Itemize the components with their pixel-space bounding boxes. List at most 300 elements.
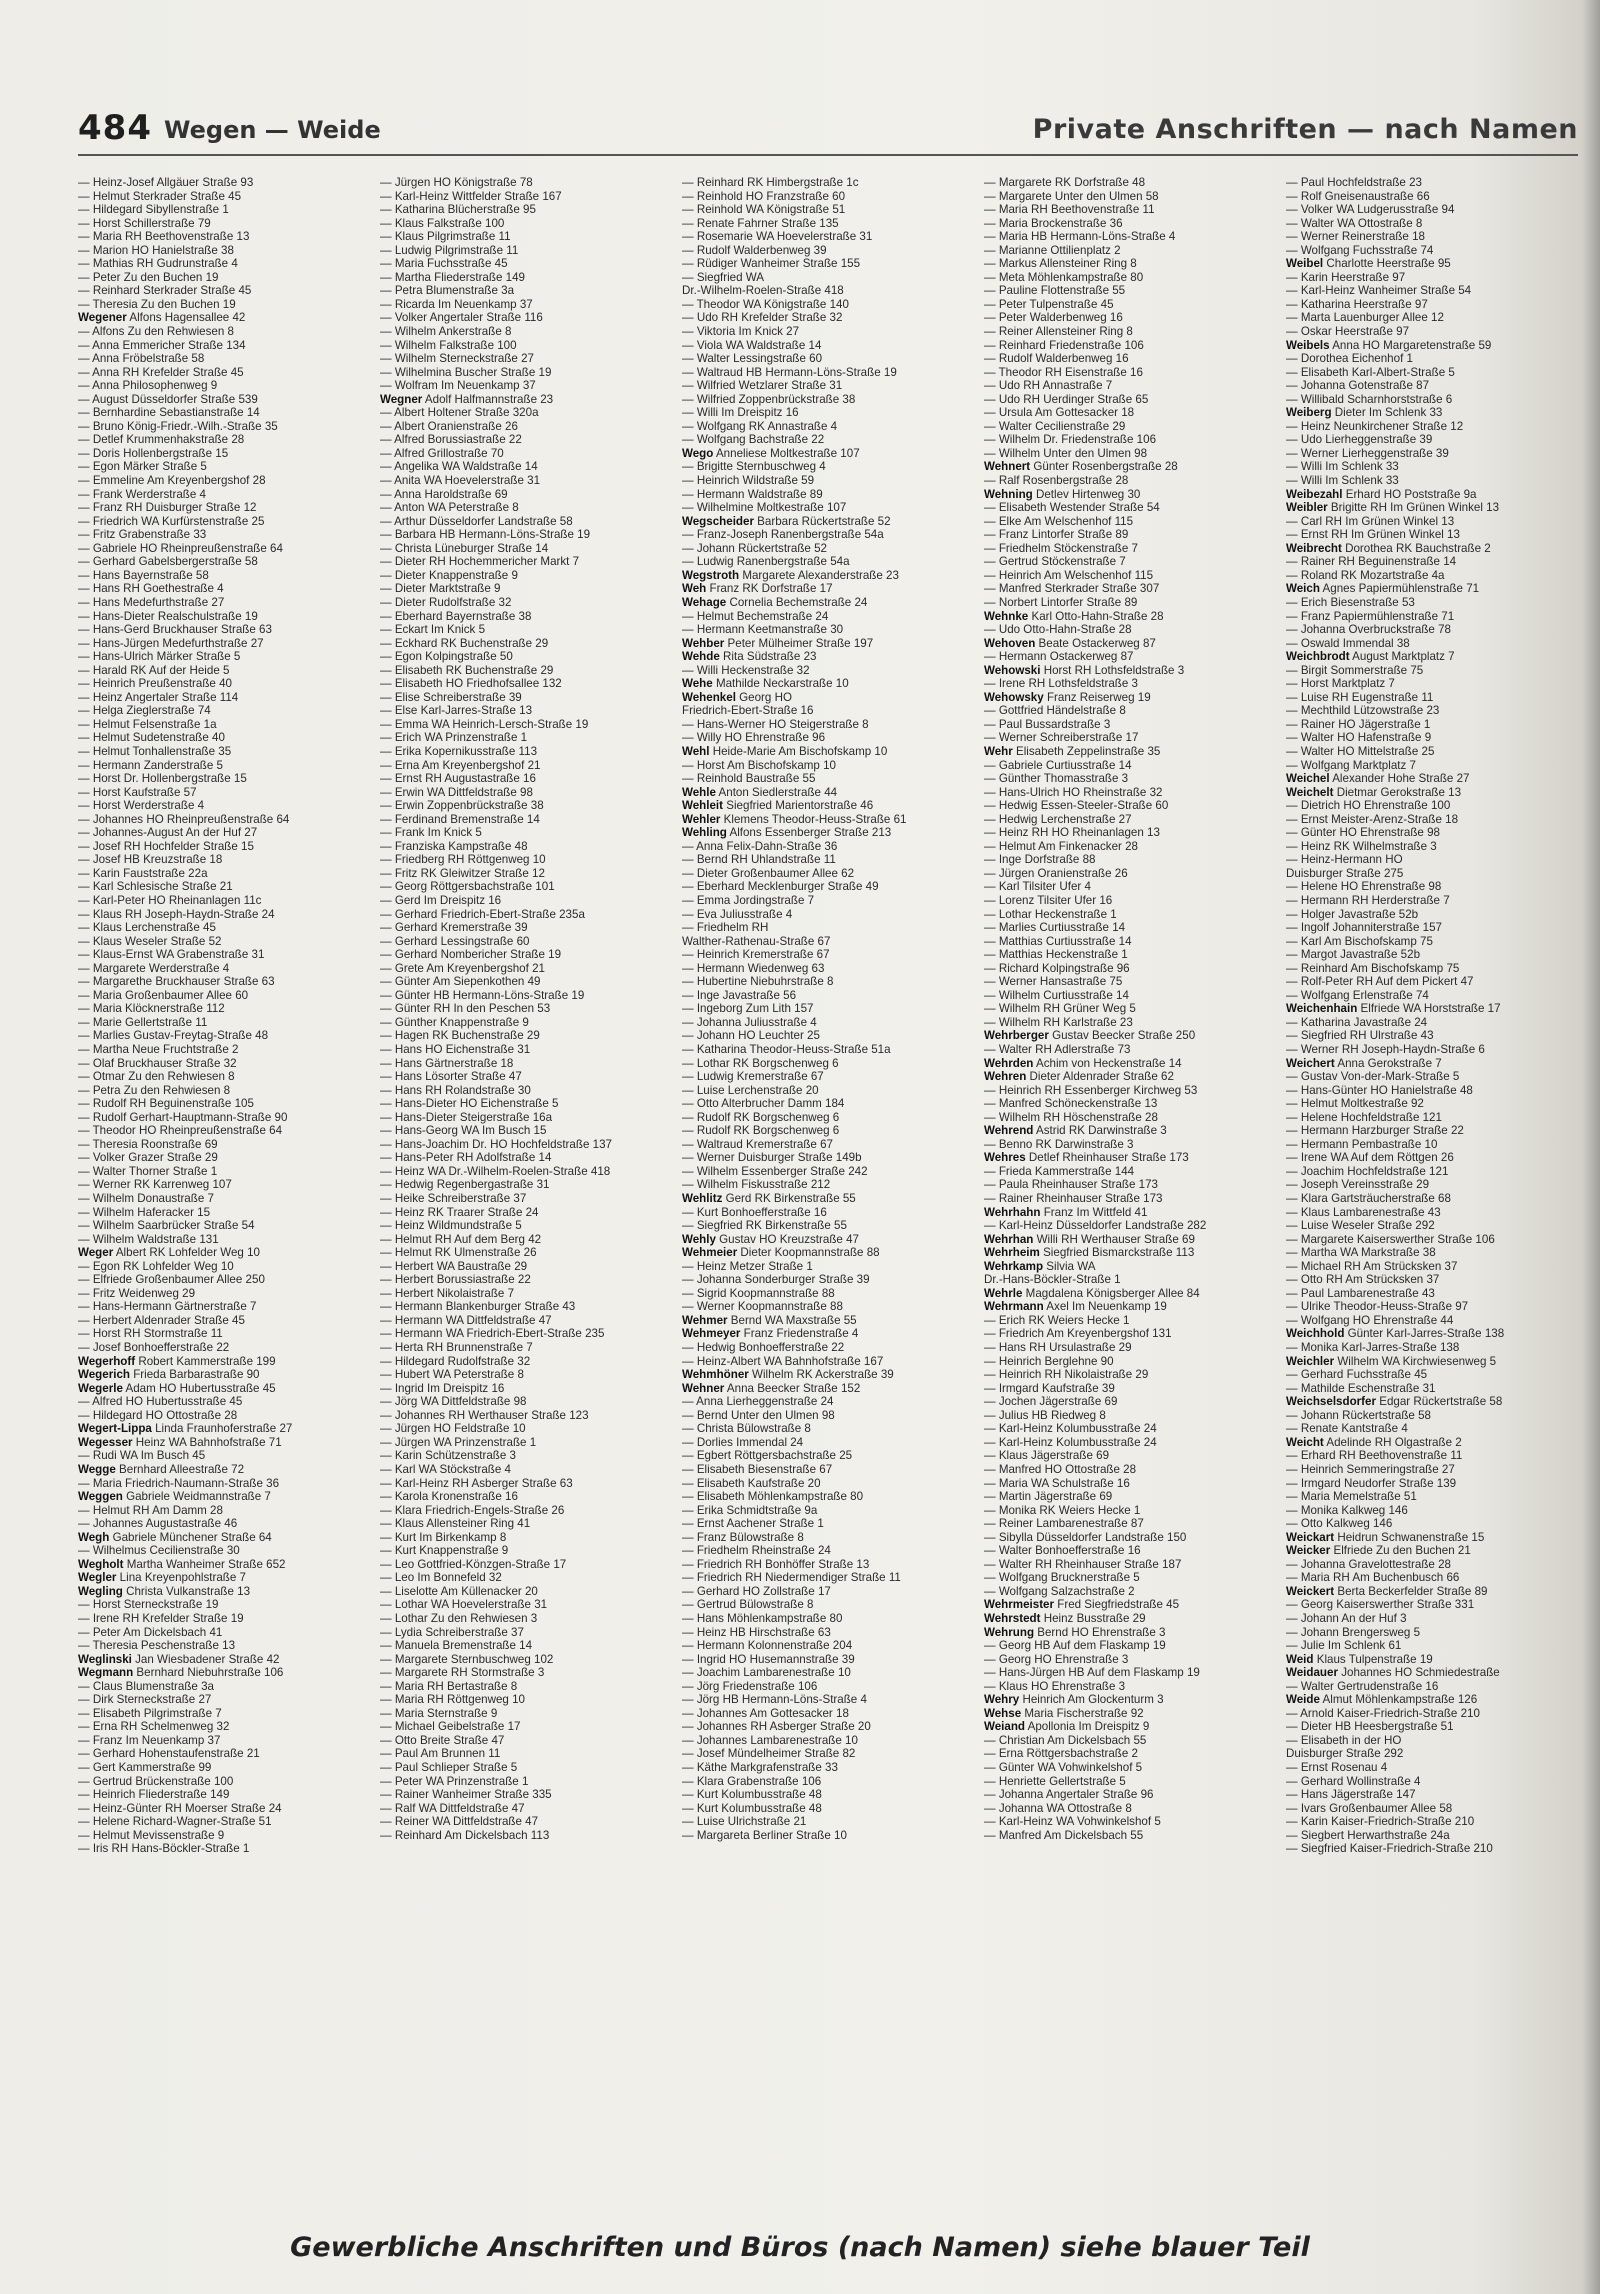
directory-entry: Wegert-Lippa Linda Fraunhoferstraße 27 (78, 1422, 293, 1436)
directory-entry: — Benno RK Darwinstraße 3 (984, 1137, 1134, 1151)
directory-entry: — Harald RK Auf der Heide 5 (78, 663, 230, 677)
directory-entry: — Rudolf RK Borgschenweg 6 (682, 1110, 840, 1124)
directory-entry: Wehrend Astrid RK Darwinstraße 3 (984, 1124, 1167, 1138)
directory-entry: — Karl-Heinz Wittfelder Straße 167 (380, 189, 562, 203)
directory-entry: — Paul Bussardstraße 3 (984, 717, 1111, 731)
directory-entry: — Katharina Theodor-Heuss-Straße 51a (682, 1043, 891, 1056)
directory-entry: — Ludwig Pilgrimstraße 11 (380, 243, 519, 257)
directory-entry: — Rainer Rheinhauser Straße 173 (984, 1192, 1163, 1206)
directory-entry: — Hermann Wiedenweg 63 (682, 961, 825, 975)
directory-entry: — Matthias Heckenstraße 1 (984, 948, 1128, 962)
directory-entry: — Ralf WA Dittfeldstraße 47 (380, 1801, 525, 1815)
directory-entry: — Franziska Kampstraße 48 (380, 839, 528, 853)
directory-entry: — Dieter Knappenstraße 9 (380, 568, 518, 582)
directory-entry: — Günter WA Vohwinkelshof 5 (984, 1760, 1143, 1774)
directory-entry: — Lothar RK Borgschenweg 6 (682, 1056, 839, 1070)
directory-entry: — Herbert Borussiastraße 22 (380, 1273, 531, 1287)
directory-entry: — Else Karl-Jarres-Straße 13 (380, 704, 533, 718)
directory-entry: — Peter Am Dickelsbach 41 (78, 1625, 223, 1639)
directory-entry: Wego Anneliese Moltkestraße 107 (682, 446, 860, 460)
directory-entry: — Hans-Günter HO Hanielstraße 48 (1286, 1083, 1473, 1097)
directory-entry: — Günther Thomasstraße 3 (984, 772, 1129, 786)
directory-entry: — Rainer Wanheimer Straße 335 (380, 1788, 552, 1802)
directory-entry: — Margarete Werderstraße 4 (78, 961, 230, 975)
directory-entry: — Oskar Heerstraße 97 (1286, 325, 1410, 339)
directory-entry: Wegener Alfons Hagensallee 42 (78, 311, 246, 325)
directory-entry: — Franz Bülowstraße 8 (682, 1530, 804, 1544)
directory-entry: — Klara Grabenstraße 106 (682, 1774, 822, 1788)
directory-entry: — Walter HO Mittelstraße 25 (1286, 744, 1435, 758)
directory-entry: — Wilhelm Essenberger Straße 242 (682, 1164, 868, 1178)
directory-entry: — Theresia Roonstraße 69 (78, 1137, 218, 1151)
directory-entry: — Irene WA Auf dem Röttgen 26 (1286, 1151, 1454, 1165)
directory-entry: — Werner Schreiberstraße 17 (984, 731, 1139, 745)
directory-entry: — Lydia Schreiberstraße 37 (380, 1625, 524, 1639)
directory-entry: Weickart Heidrun Schwanenstraße 15 (1286, 1530, 1485, 1544)
directory-entry: — Elfriede Großenbaumer Allee 250 (78, 1273, 265, 1287)
directory-entry: — Horst Sterneckstraße 19 (78, 1598, 219, 1612)
directory-entry: Weibels Anna HO Margaretenstraße 59 (1286, 338, 1492, 352)
directory-entry: — Manfred Schöneckenstraße 13 (984, 1097, 1158, 1111)
directory-entry: — Johann Rückertstraße 52 (682, 541, 827, 555)
directory-entry: — Egon Märker Straße 5 (78, 460, 207, 474)
directory-entry: — Werner RK Karrenweg 107 (78, 1178, 232, 1192)
directory-entry: — Christa Lüneburger Straße 14 (380, 541, 549, 555)
listing-column-3 (682, 176, 974, 2216)
directory-entry: — Wilfried Wetzlarer Straße 31 (682, 379, 843, 393)
directory-entry: — Ernst RH Im Grünen Winkel 13 (1286, 528, 1460, 542)
directory-entry: Wehnert Günter Rosenbergstraße 28 (984, 460, 1178, 474)
directory-entry: Wehber Peter Mülheimer Straße 197 (682, 636, 874, 650)
directory-entry: Weichler Wilhelm WA Kirchwiesenweg 5 (1286, 1354, 1497, 1368)
directory-entry: Wehoven Beate Ostackerweg 87 (984, 636, 1156, 650)
directory-entry: Weichbrodt August Marktplatz 7 (1286, 650, 1455, 664)
directory-entry: — Heinz Neunkirchener Straße 12 (1286, 419, 1464, 433)
directory-entry: — Klaus Weseler Straße 52 (78, 934, 222, 948)
directory-entry: — Jürgen HO Feldstraße 10 (380, 1422, 526, 1436)
directory-entry: — Theodor WA Königstraße 140 (682, 297, 849, 311)
directory-entry: Wehner Anna Beecker Straße 152 (682, 1381, 861, 1395)
directory-entry: — Frank Im Knick 5 (380, 826, 482, 840)
directory-entry: — Herbert Nikolaistraße 7 (380, 1286, 515, 1300)
directory-entry: — Heinz RK Wilhelmstraße 3 (1286, 839, 1437, 853)
directory-entry: — Johanna Overbruckstraße 78 (1286, 623, 1451, 637)
directory-entry: — Jürgen WA Prinzenstraße 1 (380, 1435, 537, 1449)
directory-entry: — Rudolf Walderbenweg 16 (984, 352, 1129, 366)
directory-entry: — Georg HO Ehrenstraße 3 (984, 1652, 1129, 1666)
directory-entry: — Franz Im Neuenkamp 37 (78, 1733, 221, 1747)
directory-entry: — Marta Lauenburger Allee 12 (1286, 311, 1444, 325)
directory-entry: — Siegfried RK Birkenstraße 55 (682, 1219, 847, 1233)
directory-entry: — Inge Dorfstraße 88 (984, 853, 1096, 867)
directory-entry: — Reinhard RK Himbergstraße 1c (682, 176, 859, 189)
directory-entry: — Werner Hansastraße 75 (984, 975, 1123, 989)
directory-entry: — Rainer HO Jägerstraße 1 (1286, 717, 1431, 731)
directory-entry: — Joachim Hochfeldstraße 121 (1286, 1164, 1449, 1178)
directory-entry: — Klaus Pilgrimstraße 11 (380, 230, 511, 244)
directory-entry: — Hans-Jürgen HB Auf dem Flaskamp 19 (984, 1666, 1200, 1680)
directory-entry: — Ingrid HO Husemannstraße 39 (682, 1652, 855, 1666)
directory-entry: — Walter RH Rheinhauser Straße 187 (984, 1557, 1182, 1571)
directory-entry: — Jochen Jägerstraße 69 (984, 1395, 1118, 1409)
directory-entry: — Maria Fuchsstraße 45 (380, 257, 508, 271)
directory-entry: — Wilhelmus Cecilienstraße 30 (78, 1544, 240, 1558)
directory-entry: — Liselotte Am Küllenacker 20 (380, 1584, 538, 1598)
directory-entry: — Eva Juliusstraße 4 (682, 907, 793, 921)
directory-entry: — Hermann Ostackerweg 87 (984, 650, 1134, 664)
directory-entry: — Emmeline Am Kreyenbergshof 28 (78, 474, 266, 488)
directory-entry: — Hermann Kolonnenstraße 204 (682, 1639, 853, 1653)
directory-entry: Wegler Lina Kreyenpohlstraße 7 (78, 1571, 246, 1585)
directory-entry: — Iris RH Hans-Böckler-Straße 1 (78, 1842, 250, 1856)
directory-entry: — Pauline Flottenstraße 55 (984, 284, 1126, 298)
directory-entry: — Dieter RH Hochemmericher Markt 7 (380, 555, 580, 569)
directory-entry: — Hermann WA Dittfeldstraße 47 (380, 1313, 552, 1327)
directory-entry: — Elisabeth Biesenstraße 67 (682, 1462, 833, 1476)
directory-entry: — Anna RH Krefelder Straße 45 (78, 365, 244, 379)
directory-entry: — Herta RH Brunnenstraße 7 (380, 1341, 533, 1355)
directory-entry: — Heinrich Am Welschenhof 115 (984, 568, 1154, 582)
directory-entry: — Theodor HO Rheinpreußenstraße 64 (78, 1124, 283, 1138)
directory-entry: — Eberhard Mecklenburger Straße 49 (682, 880, 879, 894)
directory-entry: — Wilfried Zoppenbrückstraße 38 (682, 392, 856, 406)
directory-entry: — Helmut Bechemstraße 24 (682, 609, 829, 623)
directory-entry: — Karl-Peter HO Rheinanlagen 11c (78, 893, 262, 907)
directory-entry: — Hans RH Goethestraße 4 (78, 582, 224, 596)
directory-entry: — Johanna Sonderburger Straße 39 (682, 1273, 870, 1287)
directory-entry: — Paul Schlieper Straße 5 (380, 1760, 518, 1774)
directory-entry: — Waltraud Kremerstraße 67 (682, 1137, 833, 1151)
directory-entry: — Bruno König-Friedr.-Wilh.-Straße 35 (78, 419, 278, 433)
directory-entry: Weide Almut Möhlenkampstraße 126 (1286, 1693, 1478, 1707)
directory-entry: Wehres Detlef Rheinhauser Straße 173 (984, 1151, 1189, 1165)
directory-entry: — Erna RH Schelmenweg 32 (78, 1720, 230, 1734)
directory-entry: — Klaus Lambarenestraße 43 (1286, 1205, 1441, 1219)
directory-entry: — Hans RH Rolandstraße 30 (380, 1083, 531, 1097)
directory-entry: — Carl RH Im Grünen Winkel 13 (1286, 514, 1455, 528)
directory-entry: — Rainer RH Beguinenstraße 14 (1286, 555, 1457, 569)
directory-entry: Weibrecht Dorothea RK Bauchstraße 2 (1286, 541, 1491, 555)
directory-entry: — Heinrich RH Essenberger Kirchweg 53 (984, 1083, 1198, 1097)
directory-entry: — Karl-Heinz RH Asberger Straße 63 (380, 1476, 573, 1490)
directory-entry: Wehrheim Siegfried Bismarckstraße 113 (984, 1246, 1195, 1260)
directory-entry: Wehry Heinrich Am Glockenturm 3 (984, 1693, 1164, 1707)
directory-entry: — Josef RH Hochfelder Straße 15 (78, 839, 254, 853)
directory-entry: — Dorothea Eichenhof 1 (1286, 352, 1413, 366)
directory-entry: — Gerhard Hohenstaufenstraße 21 (78, 1747, 260, 1761)
directory-entry: — Paul Am Brunnen 11 (380, 1747, 501, 1761)
directory-entry: — Franz Papiermühlenstraße 71 (1286, 609, 1455, 623)
directory-entry: — Dieter Großenbaumer Allee 62 (682, 866, 855, 880)
directory-entry: — Ernst RH Augustastraße 16 (380, 772, 536, 786)
directory-entry: — Wolfgang Brucknerstraße 5 (984, 1571, 1140, 1585)
directory-entry: — Günter Am Siepenkothen 49 (380, 975, 541, 989)
directory-entry: — Johann An der Huf 3 (1286, 1611, 1407, 1625)
directory-entry: — Friedrich Am Kreyenbergshof 131 (984, 1327, 1172, 1341)
directory-entry: — Hans-Ulrich Märker Straße 5 (78, 650, 241, 664)
directory-entry: — Walter Bonhoefferstraße 16 (984, 1544, 1141, 1558)
directory-entry: — Manfred Sterkrader Straße 307 (984, 582, 1160, 596)
directory-entry: — Holger Javastraße 52b (1286, 907, 1419, 921)
directory-entry: — Elisabeth HO Friedhofsallee 132 (380, 677, 562, 691)
directory-entry: Wegscheider Barbara Rückertstraße 52 (682, 514, 891, 528)
directory-entry: — Friedhelm Rheinstraße 24 (682, 1544, 831, 1558)
directory-entry: — Walter Gertrudenstraße 16 (1286, 1679, 1439, 1693)
directory-entry: — Georg Röttgersbachstraße 101 (380, 880, 555, 894)
directory-entry: — Hermann Waldstraße 89 (682, 487, 823, 501)
directory-entry: — Eberhard Bayernstraße 38 (380, 609, 532, 623)
directory-entry: — Elisabeth in der HO (1286, 1733, 1402, 1747)
directory-entry: — Udo RH Annastraße 7 (984, 379, 1113, 393)
directory-entry: — Ricarda Im Neuenkamp 37 (380, 297, 533, 311)
directory-entry: — Karin Fauststraße 22a (78, 866, 208, 880)
directory-entry: Wegholt Martha Wanheimer Straße 652 (78, 1557, 286, 1571)
directory-entry: — Wolfram Im Neuenkamp 37 (380, 379, 536, 393)
directory-entry: — Irmgard Neudorfer Straße 139 (1286, 1476, 1457, 1490)
directory-entry: — Petra Zu den Rehwiesen 8 (78, 1083, 231, 1097)
directory-entry: — Willibald Scharnhorststraße 6 (1286, 392, 1453, 406)
directory-entry: Wehe Mathilde Neckarstraße 10 (682, 677, 849, 691)
directory-entry: — Roland RK Mozartstraße 4a (1286, 568, 1445, 582)
directory-entry: — Margarethe Bruckhauser Straße 63 (78, 975, 275, 989)
directory-entry: — Reinhold Baustraße 55 (682, 772, 816, 786)
directory-entry: — Margareta Berliner Straße 10 (682, 1828, 847, 1842)
directory-entry: — Käthe Markgrafenstraße 33 (682, 1760, 838, 1774)
directory-entry: — Erich RK Weiers Hecke 1 (984, 1313, 1130, 1327)
directory-entry: — Werner Koopmannstraße 88 (682, 1300, 843, 1314)
directory-entry: — Lorenz Tilsiter Ufer 16 (984, 893, 1113, 907)
directory-entry: — Hans-Dieter Steigerstraße 16a (380, 1110, 553, 1124)
directory-entry: — Jürgen Oranienstraße 26 (984, 866, 1128, 880)
directory-entry: — Richard Kolpingstraße 96 (984, 961, 1130, 975)
directory-entry: — Renate Kantstraße 4 (1286, 1422, 1408, 1436)
directory-entry: — Walter RH Adlerstraße 73 (984, 1043, 1131, 1056)
directory-entry: — Monika Karl-Jarres-Straße 138 (1286, 1341, 1460, 1355)
directory-entry: — Hubertine Niebuhrstraße 8 (682, 975, 834, 989)
directory-entry: — Mathias RH Gudrunstraße 4 (78, 257, 238, 271)
directory-entry: — Egon Kolpingstraße 50 (380, 650, 513, 664)
directory-entry: — Helmut Moltkestraße 92 (1286, 1097, 1424, 1111)
directory-entry: — Karl-Heinz WA Vohwinkelshof 5 (984, 1815, 1161, 1829)
directory-entry: — Bernhardine Sebastianstraße 14 (78, 406, 260, 420)
directory-entry: — Josef Mündelheimer Straße 82 (682, 1747, 856, 1761)
directory-entry: — Günter HO Ehrenstraße 98 (1286, 826, 1441, 840)
directory-entry: Wegh Gabriele Münchener Straße 64 (78, 1530, 272, 1544)
page-edge-shadow (1582, 0, 1600, 2294)
directory-entry: — Hans Lösorter Straße 47 (380, 1070, 522, 1084)
directory-entry: — Helmut Am Finkenacker 28 (984, 839, 1138, 853)
directory-entry: — Elisabeth Möhlenkampstraße 80 (682, 1490, 864, 1504)
directory-entry: — Heinrich Fliederstraße 149 (78, 1788, 230, 1802)
directory-entry: — Rolf Gneisenaustraße 66 (1286, 189, 1430, 203)
directory-entry: — Heinrich Semmeringstraße 27 (1286, 1462, 1455, 1476)
directory-entry: — Helene HO Ehrenstraße 98 (1286, 880, 1442, 894)
directory-entry: — Leo Im Bonnefeld 32 (380, 1571, 502, 1585)
directory-entry: — Rudolf Walderbenweg 39 (682, 243, 827, 257)
directory-entry: — Wilhelmina Buscher Straße 19 (380, 365, 552, 379)
directory-entry: — Peter Walderbenweg 16 (984, 311, 1123, 325)
directory-entry: — Elisabeth Pilgrimstraße 7 (78, 1706, 222, 1720)
directory-entry: — Meta Möhlenkampstraße 80 (984, 270, 1144, 284)
directory-entry: — Erwin WA Dittfeldstraße 98 (380, 785, 533, 799)
directory-entry: — Inge Javastraße 56 (682, 988, 797, 1002)
directory-entry: — Wolfgang Marktplatz 7 (1286, 758, 1416, 772)
directory-entry: — Michael RH Am Strücksken 37 (1286, 1259, 1458, 1273)
directory-entry: — Hans-Peter RH Adolfstraße 14 (380, 1151, 552, 1165)
directory-entry: Wehren Dieter Aldenrader Straße 62 (984, 1070, 1174, 1084)
directory-entry: — Erich WA Prinzenstraße 1 (380, 731, 528, 745)
directory-entry: — Helmut RH Auf dem Berg 42 (380, 1232, 542, 1246)
directory-entry: — Anna Felix-Dahn-Straße 36 (682, 839, 838, 853)
directory-entry: — Friedrich RH Niedermendiger Straße 11 (682, 1571, 901, 1585)
directory-entry: — Karl-Heinz Kolumbusstraße 24 (984, 1435, 1157, 1449)
directory-entry: Weiberg Dieter Im Schlenk 33 (1286, 406, 1443, 420)
directory-entry: Wehleit Siegfried Marientorstraße 46 (682, 799, 874, 813)
directory-entry: — Martin Jägerstraße 69 (984, 1490, 1113, 1504)
directory-entry: — Karl Tilsiter Ufer 4 (984, 880, 1091, 894)
directory-entry: Wehmer Bernd WA Maxstraße 55 (682, 1313, 857, 1327)
directory-entry: — Horst Werderstraße 4 (78, 799, 205, 813)
directory-entry: — Udo Otto-Hahn-Straße 28 (984, 623, 1132, 637)
directory-entry: — Maria Friedrich-Naumann-Straße 36 (78, 1476, 280, 1490)
directory-entry: — Gerhard Fuchsstraße 45 (1286, 1368, 1428, 1382)
directory-entry: — Klaus Falkstraße 100 (380, 216, 505, 230)
directory-entry: — Siegfried WA (682, 270, 765, 284)
directory-entry: — Jörg HB Hermann-Löns-Straße 4 (682, 1693, 867, 1707)
directory-entry: — Margot Javastraße 52b (1286, 948, 1421, 962)
directory-entry: — Luise RH Eugenstraße 11 (1286, 690, 1434, 704)
directory-entry: — Johanna WA Ottostraße 8 (984, 1801, 1132, 1815)
directory-entry: — Hans RH Ursulastraße 29 (984, 1341, 1132, 1355)
directory-entry: — Horst Dr. Hollenbergstraße 15 (78, 772, 247, 786)
directory-entry: — Waltraud HB Hermann-Löns-Straße 19 (682, 365, 897, 379)
directory-entry: — Friedhelm Stöckenstraße 7 (984, 541, 1138, 555)
directory-entry: — Frieda Kammerstraße 144 (984, 1164, 1135, 1178)
directory-entry: — Hans Möhlenkampstraße 80 (682, 1611, 843, 1625)
directory-entry: — Johannes HO Rheinpreußenstraße 64 (78, 812, 290, 826)
directory-entry: — Anna Haroldstraße 69 (380, 487, 508, 501)
directory-entry: — Hermann Zanderstraße 5 (78, 758, 223, 772)
directory-entry: — Lothar Zu den Rehwiesen 3 (380, 1611, 538, 1625)
directory-entry: Wehl Heide-Marie Am Bischofskamp 10 (682, 744, 888, 758)
directory-entry: — Brigitte Sternbuschweg 4 (682, 460, 826, 474)
directory-entry: — Erhard RH Beethovenstraße 11 (1286, 1449, 1463, 1463)
directory-entry: — Dieter HB Heesbergstraße 51 (1286, 1720, 1454, 1734)
directory-entry: — Georg Kaiserswerther Straße 331 (1286, 1598, 1475, 1612)
directory-entry: — Horst RH Stormstraße 11 (78, 1327, 223, 1341)
directory-entry: — Karl-Heinz Kolumbusstraße 24 (984, 1422, 1157, 1436)
directory-entry: — Doris Hollenbergstraße 15 (78, 446, 229, 460)
directory-entry: — Anita WA Hoevelerstraße 31 (380, 474, 541, 488)
directory-entry: Weglinski Jan Wiesbadener Straße 42 (78, 1652, 280, 1666)
directory-entry: — Peter Zu den Buchen 19 (78, 270, 219, 284)
directory-entry: — Volker Grazer Straße 29 (78, 1151, 218, 1165)
directory-entry: — Karl-Heinz Düsseldorfer Landstraße 282 (984, 1219, 1207, 1233)
directory-entry: — Maria RH Röttgenweg 10 (380, 1693, 525, 1707)
directory-entry: — Luise Weseler Straße 292 (1286, 1219, 1435, 1233)
directory-entry: — Rosemarie WA Hoevelerstraße 31 (682, 230, 873, 244)
listing-column-2 (380, 176, 672, 2216)
directory-entry: — Arthur Düsseldorfer Landstraße 58 (380, 514, 573, 528)
directory-entry: — Erika Schmidtstraße 9a (682, 1503, 818, 1517)
directory-entry: — Maria Memelstraße 51 (1286, 1490, 1417, 1504)
directory-entry: — Bernd Unter den Ulmen 98 (682, 1408, 835, 1422)
directory-entry: Wehling Alfons Essenberger Straße 213 (682, 826, 892, 840)
directory-entry: — Udo RH Uerdinger Straße 65 (984, 392, 1149, 406)
directory-entry: — Günther Knappenstraße 9 (380, 1015, 529, 1029)
directory-entry: Weich Agnes Papiermühlenstraße 71 (1286, 582, 1480, 596)
directory-entry: — Wilhelm Donaustraße 7 (78, 1192, 214, 1206)
directory-entry: — Matthias Curtiusstraße 14 (984, 934, 1132, 948)
directory-entry: — Eckart Im Knick 5 (380, 623, 486, 637)
directory-entry: — Anna Philosophenweg 9 (78, 379, 218, 393)
directory-entry: — Eckhard RK Buchenstraße 29 (380, 636, 549, 650)
directory-entry: — Manfred HO Ottostraße 28 (984, 1462, 1137, 1476)
directory-entry: Wegmann Bernhard Niebuhrstraße 106 (78, 1666, 284, 1680)
directory-entry: — Hagen RK Buchenstraße 29 (380, 1029, 540, 1043)
page-header (78, 104, 1578, 152)
directory-entry: — Sigrid Koopmannstraße 88 (682, 1286, 835, 1300)
directory-entry: Wegner Adolf Halfmannstraße 23 (380, 392, 554, 406)
directory-entry: Weid Klaus Tulpenstraße 19 (1286, 1652, 1433, 1666)
directory-entry: — Karin Schützenstraße 3 (380, 1449, 516, 1463)
directory-entry: — Hans-Jürgen Medefurthstraße 27 (78, 636, 264, 650)
directory-entry: — Heinz RH HO Rheinanlagen 13 (984, 826, 1160, 840)
directory-entry: — Michael Geibelstraße 17 (380, 1720, 521, 1734)
directory-entry: — Elisabeth RK Buchenstraße 29 (380, 663, 554, 677)
listing-columns (78, 176, 1578, 2216)
directory-entry: — Dieter Rudolfstraße 32 (380, 595, 512, 609)
directory-entry: — Detlef Krummenhakstraße 28 (78, 433, 245, 447)
directory-entry: — Ralf Rosenbergstraße 28 (984, 474, 1129, 488)
directory-entry: — Franz Lintorfer Straße 89 (984, 528, 1129, 542)
directory-entry: — Jörg WA Dittfeldstraße 98 (380, 1395, 527, 1409)
directory-entry: — Leo Gottfried-Könzgen-Straße 17 (380, 1557, 567, 1571)
directory-entry: — Gerhard HO Zollstraße 17 (682, 1584, 831, 1598)
directory-entry: — Klaus HO Ehrenstraße 3 (984, 1679, 1126, 1693)
directory-entry: — Günter HB Hermann-Löns-Straße 19 (380, 988, 585, 1002)
directory-entry: — Maria RH Bertastraße 8 (380, 1679, 518, 1693)
directory-entry: — Johanna Gotenstraße 87 (1286, 379, 1430, 393)
directory-entry: — Horst Marktplatz 7 (1286, 677, 1395, 691)
directory-entry: — Luise Lerchenstraße 20 (682, 1083, 819, 1097)
directory-entry: — Josef Bonhoefferstraße 22 (78, 1341, 230, 1355)
directory-entry: — Luise Ulrichstraße 21 (682, 1815, 807, 1829)
directory-entry: — Alfred Borussiastraße 22 (380, 433, 522, 447)
directory-entry: — Kurt Bonhoefferstraße 16 (682, 1205, 827, 1219)
directory-entry: — Reinhard Am Dickelsbach 113 (380, 1828, 550, 1842)
directory-entry: Wehrmann Axel Im Neuenkamp 19 (984, 1300, 1167, 1314)
directory-entry: — Otto RH Am Strücksken 37 (1286, 1273, 1440, 1287)
directory-entry: — Rüdiger Wanheimer Straße 155 (682, 257, 861, 271)
directory-entry: — Sibylla Düsseldorfer Landstraße 150 (984, 1530, 1187, 1544)
directory-entry: Friedrich-Ebert-Straße 16 (682, 704, 814, 718)
directory-entry: Wehr Elisabeth Zeppelinstraße 35 (984, 744, 1161, 758)
directory-entry: — Helmut Sudetenstraße 40 (78, 731, 225, 745)
directory-entry: — Renate Fahrner Straße 135 (682, 216, 839, 230)
directory-entry: — Peter WA Prinzenstraße 1 (380, 1774, 529, 1788)
directory-entry: — Walter Cecilienstraße 29 (984, 419, 1126, 433)
directory-entry: — Manuela Bremenstraße 14 (380, 1639, 533, 1653)
directory-entry: — Viktoria Im Knick 27 (682, 325, 800, 339)
directory-entry: — Marion HO Hanielstraße 38 (78, 243, 234, 257)
directory-entry: — Gerhard Kremerstraße 39 (380, 921, 528, 935)
directory-entry: — Wolfgang Erlenstraße 74 (1286, 988, 1429, 1002)
directory-entry: — Hildegard Rudolfstraße 32 (380, 1354, 531, 1368)
directory-entry: — Reiner WA Dittfeldstraße 47 (380, 1815, 539, 1829)
directory-entry: — Johann HO Leuchter 25 (682, 1029, 820, 1043)
directory-entry: Wegge Bernhard Alleestraße 72 (78, 1462, 245, 1476)
